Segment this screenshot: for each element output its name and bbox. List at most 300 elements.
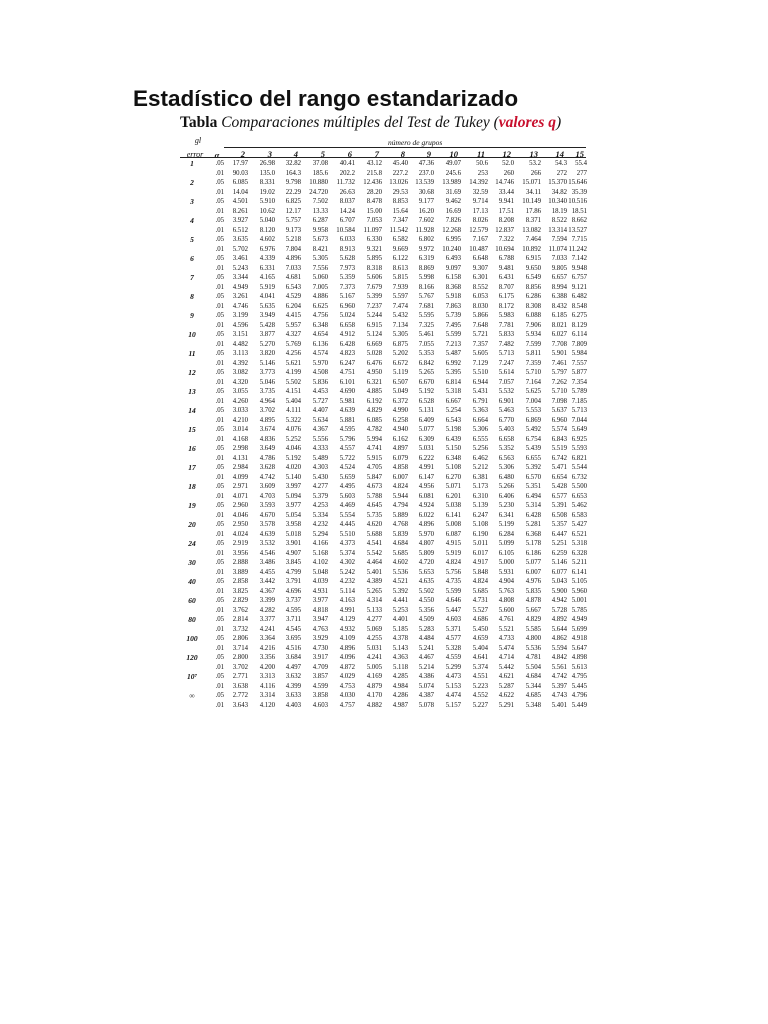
q-value-cell: 3.762 xyxy=(232,606,248,614)
alpha-cell: .05 xyxy=(215,179,224,186)
q-value-cell: 7.033 xyxy=(551,255,567,262)
q-value-cell: 5.848 xyxy=(472,568,488,576)
q-value-cell: 4.733 xyxy=(498,635,514,642)
q-value-cell: 5.613 xyxy=(571,663,587,671)
q-value-cell: 3.461 xyxy=(232,255,248,262)
q-value-cell: 5.785 xyxy=(571,606,587,614)
q-value-cell: 5.173 xyxy=(472,483,488,490)
table-row xyxy=(0,520,768,530)
q-value-cell: 4.879 xyxy=(366,682,382,690)
q-value-cell: 3.702 xyxy=(232,663,248,671)
q-value-cell: 4.392 xyxy=(232,359,248,367)
q-value-cell: 19.02 xyxy=(259,188,275,196)
q-value-cell: 5.185 xyxy=(392,625,408,633)
q-value-cell: 4.333 xyxy=(312,445,328,452)
q-value-cell: 5.637 xyxy=(551,407,567,414)
q-value-cell: 3.486 xyxy=(259,559,275,566)
q-value-cell: 245.6 xyxy=(445,169,461,177)
q-value-cell: 5.713 xyxy=(498,350,514,357)
q-value-cell: 253 xyxy=(477,169,488,177)
q-value-cell: 3.735 xyxy=(259,388,275,395)
alpha-cell: .05 xyxy=(215,217,224,224)
q-value-cell: 4.949 xyxy=(571,616,587,623)
q-value-cell: 4.521 xyxy=(392,578,408,585)
q-value-cell: 6.368 xyxy=(525,530,541,538)
q-value-cell: 2.829 xyxy=(232,597,248,604)
q-value-cell: 4.474 xyxy=(445,692,461,699)
q-value-cell: 4.896 xyxy=(418,521,434,528)
q-value-cell: 6.707 xyxy=(339,217,355,224)
column-header-10: 10 xyxy=(449,149,458,159)
table-row xyxy=(0,397,768,407)
q-value-cell: 31.69 xyxy=(445,188,461,196)
q-value-cell: 4.367 xyxy=(259,587,275,595)
caption-highlight: valores q xyxy=(498,114,557,131)
q-value-cell: 4.407 xyxy=(312,407,328,414)
q-value-cell: 24.720 xyxy=(309,188,328,196)
q-value-cell: 5.256 xyxy=(472,445,488,452)
alpha-cell: .01 xyxy=(215,245,224,253)
q-value-cell: 8.371 xyxy=(525,217,541,224)
q-value-cell: 7.973 xyxy=(339,264,355,272)
alpha-cell: .05 xyxy=(215,312,224,319)
q-value-cell: 5.265 xyxy=(366,587,382,595)
q-value-cell: 10.340 xyxy=(548,198,567,205)
q-value-cell: 4.165 xyxy=(259,274,275,281)
q-value-cell: 4.639 xyxy=(339,407,355,414)
alpha-cell: .01 xyxy=(215,302,224,310)
q-value-cell: 6.960 xyxy=(339,302,355,310)
error-df-cell: 30 xyxy=(188,558,196,567)
q-value-cell: 5.069 xyxy=(366,625,382,633)
q-value-cell: 3.947 xyxy=(312,616,328,623)
q-value-cell: 4.445 xyxy=(339,521,355,528)
q-value-cell: 6.330 xyxy=(366,236,382,243)
q-value-cell: 6.141 xyxy=(571,568,587,576)
error-df-cell: 2 xyxy=(190,178,194,187)
q-value-cell: 12.268 xyxy=(442,226,461,234)
q-value-cell: 17.51 xyxy=(498,207,514,215)
q-value-cell: 6.657 xyxy=(551,274,567,281)
alpha-cell: .01 xyxy=(215,511,224,519)
q-value-cell: 28.20 xyxy=(366,188,382,196)
q-value-cell: 6.992 xyxy=(445,359,461,367)
q-value-cell: 4.386 xyxy=(418,673,434,680)
q-value-cell: 4.151 xyxy=(285,388,301,395)
column-header-6: 6 xyxy=(347,149,352,159)
q-value-cell: 11.928 xyxy=(415,226,434,234)
q-value-cell: 5.392 xyxy=(392,587,408,595)
q-value-cell: 5.625 xyxy=(525,388,541,395)
table-row xyxy=(0,368,768,378)
q-value-cell: 5.471 xyxy=(551,464,567,471)
q-value-cell: 5.306 xyxy=(498,464,514,471)
q-value-cell: 5.998 xyxy=(418,274,434,281)
q-value-cell: 8.913 xyxy=(339,245,355,253)
q-value-cell: 4.277 xyxy=(366,616,382,623)
q-value-cell: 7.164 xyxy=(525,378,541,386)
q-value-cell: 6.309 xyxy=(418,435,434,443)
q-value-cell: 3.113 xyxy=(232,350,248,357)
q-value-cell: 5.667 xyxy=(525,606,541,614)
q-value-cell: 5.146 xyxy=(259,359,275,367)
q-value-cell: 6.190 xyxy=(472,530,488,538)
q-value-cell: 3.033 xyxy=(232,407,248,414)
q-value-cell: 2.858 xyxy=(232,578,248,585)
q-value-cell: 7.357 xyxy=(472,340,488,348)
table-row xyxy=(0,511,768,521)
q-value-cell: 11.242 xyxy=(568,245,587,253)
q-value-cell: 5.835 xyxy=(525,587,541,595)
q-value-cell: 4.621 xyxy=(498,673,514,680)
error-df-cell: 3 xyxy=(190,197,194,206)
q-value-cell: 4.314 xyxy=(366,597,382,604)
column-header-11: 11 xyxy=(476,149,485,159)
q-value-cell: 8.208 xyxy=(498,217,514,224)
q-value-cell: 9.805 xyxy=(551,264,567,272)
error-df-cell: 11 xyxy=(188,349,196,358)
q-value-cell: 4.705 xyxy=(366,464,382,471)
error-df-cell: 19 xyxy=(188,501,196,510)
q-value-cell: 11.542 xyxy=(389,226,408,234)
caption-bold: Tabla xyxy=(180,114,218,131)
q-value-cell: 4.399 xyxy=(285,682,301,690)
q-value-cell: 6.431 xyxy=(498,274,514,281)
q-value-cell: 272 xyxy=(556,169,567,177)
q-value-cell: 5.168 xyxy=(312,549,328,557)
column-header-13: 13 xyxy=(529,149,538,159)
q-value-cell: 4.987 xyxy=(392,701,408,709)
q-value-cell: 6.053 xyxy=(472,293,488,300)
q-value-cell: 11.732 xyxy=(336,179,355,186)
q-value-cell: 10.149 xyxy=(522,198,541,205)
table-row xyxy=(0,482,768,492)
q-value-cell: 6.079 xyxy=(392,454,408,462)
q-value-cell: 277 xyxy=(576,169,587,177)
q-value-cell: 5.727 xyxy=(312,397,328,405)
q-value-cell: 5.593 xyxy=(571,445,587,452)
alpha-cell: .01 xyxy=(215,644,224,652)
q-value-cell: 5.957 xyxy=(285,321,301,329)
q-value-cell: 4.862 xyxy=(551,635,567,642)
gl-label: gl xyxy=(194,136,202,145)
q-value-cell: 5.634 xyxy=(312,416,328,424)
q-value-cell: 5.713 xyxy=(571,407,587,414)
q-value-cell: 5.487 xyxy=(445,350,461,357)
q-value-cell: 32.82 xyxy=(285,160,301,167)
q-value-cell: 4.781 xyxy=(525,654,541,661)
q-value-cell: 4.684 xyxy=(392,540,408,547)
q-value-cell: 4.918 xyxy=(571,635,587,642)
q-value-cell: 4.199 xyxy=(285,369,301,376)
q-value-cell: 6.247 xyxy=(472,511,488,519)
q-value-cell: 5.124 xyxy=(366,331,382,338)
q-value-cell: 5.536 xyxy=(525,644,541,652)
q-value-cell: 6.185 xyxy=(551,312,567,319)
alpha-cell: .01 xyxy=(215,359,224,367)
q-value-cell: 3.845 xyxy=(285,559,301,566)
q-value-cell: 8.421 xyxy=(312,245,328,253)
q-value-cell: 7.134 xyxy=(392,321,408,329)
q-value-cell: 3.082 xyxy=(232,369,248,376)
q-value-cell: 6.259 xyxy=(551,549,567,557)
q-value-cell: 5.877 xyxy=(571,369,587,376)
q-value-cell: 6.105 xyxy=(498,549,514,557)
q-value-cell: 7.906 xyxy=(525,321,541,329)
q-value-cell: 4.782 xyxy=(366,426,382,433)
q-value-cell: 7.708 xyxy=(551,340,567,348)
q-value-cell: 3.442 xyxy=(259,578,275,585)
q-value-cell: 4.020 xyxy=(285,464,301,471)
q-value-cell: 50.6 xyxy=(476,160,488,167)
q-value-cell: 215.8 xyxy=(366,169,382,177)
q-value-cell: 6.301 xyxy=(472,274,488,281)
q-value-cell: 5.008 xyxy=(445,521,461,528)
q-value-cell: 4.574 xyxy=(312,350,328,357)
q-value-cell: 4.796 xyxy=(571,692,587,699)
q-value-cell: 5.994 xyxy=(366,435,382,443)
q-value-cell: 5.031 xyxy=(366,644,382,652)
q-value-cell: 15.370 xyxy=(548,179,567,186)
q-value-cell: 7.359 xyxy=(525,359,541,367)
q-value-cell: 5.585 xyxy=(525,625,541,633)
q-value-cell: 7.057 xyxy=(498,378,514,386)
q-value-cell: 4.529 xyxy=(285,293,301,300)
q-value-cell: 35.39 xyxy=(571,188,587,196)
q-value-cell: 7.347 xyxy=(392,217,408,224)
q-value-cell: 6.081 xyxy=(418,492,434,500)
q-value-cell: 6.667 xyxy=(445,397,461,405)
q-value-cell: 7.863 xyxy=(445,302,461,310)
q-value-cell: 6.136 xyxy=(312,340,328,348)
alpha-cell: .05 xyxy=(215,274,224,281)
q-value-cell: 5.401 xyxy=(551,701,567,709)
q-value-cell: 6.286 xyxy=(525,293,541,300)
q-value-cell: 3.714 xyxy=(232,644,248,652)
q-value-cell: 4.071 xyxy=(232,492,248,500)
q-value-cell: 5.910 xyxy=(259,198,275,205)
q-value-cell: 4.482 xyxy=(232,340,248,348)
q-value-cell: 6.648 xyxy=(472,255,488,262)
q-value-cell: 6.655 xyxy=(525,454,541,462)
q-value-cell: 5.934 xyxy=(525,331,541,338)
q-value-cell: 4.285 xyxy=(392,673,408,680)
q-value-cell: 6.287 xyxy=(312,217,328,224)
table-row xyxy=(0,159,768,169)
error-df-cell: 8 xyxy=(190,292,194,301)
q-value-cell: 4.116 xyxy=(259,682,275,690)
q-value-cell: 13.539 xyxy=(415,179,434,186)
q-value-cell: 5.510 xyxy=(339,530,355,538)
q-value-cell: 3.711 xyxy=(285,616,301,623)
header-rule xyxy=(180,157,586,158)
table-row xyxy=(0,216,768,226)
error-df-cell: 100 xyxy=(186,634,198,643)
q-value-cell: 4.024 xyxy=(232,530,248,538)
q-value-cell: 4.915 xyxy=(445,540,461,547)
q-value-cell: 4.842 xyxy=(551,654,567,661)
q-value-cell: 5.735 xyxy=(366,511,382,519)
q-value-cell: 7.648 xyxy=(472,321,488,329)
q-value-cell: 4.232 xyxy=(339,578,355,585)
q-value-cell: 6.310 xyxy=(472,492,488,500)
q-value-cell: 5.702 xyxy=(232,245,248,253)
q-value-cell: 4.795 xyxy=(571,673,587,680)
q-value-cell: 13.989 xyxy=(442,179,461,186)
q-value-cell: 5.836 xyxy=(312,378,328,386)
q-value-cell: 7.098 xyxy=(551,397,567,405)
q-value-cell: 6.802 xyxy=(418,236,434,243)
alpha-cell: .05 xyxy=(215,160,224,167)
q-value-cell: 3.956 xyxy=(232,549,248,557)
q-value-cell: 5.981 xyxy=(339,397,355,405)
q-value-cell: 6.158 xyxy=(445,274,461,281)
q-value-cell: 5.314 xyxy=(525,502,541,509)
q-value-cell: 4.473 xyxy=(445,673,461,680)
table-row xyxy=(0,463,768,473)
q-value-cell: 13.082 xyxy=(522,226,541,234)
column-header-9: 9 xyxy=(426,149,431,159)
q-value-cell: 14.392 xyxy=(469,179,488,186)
q-value-cell: 5.600 xyxy=(498,606,514,614)
q-value-cell: 4.731 xyxy=(472,597,488,604)
q-value-cell: 6.247 xyxy=(339,359,355,367)
q-value-cell: 5.445 xyxy=(571,682,587,690)
q-value-cell: 9.307 xyxy=(472,264,488,272)
q-value-cell: 3.344 xyxy=(232,274,248,281)
q-value-cell: 5.447 xyxy=(445,606,461,614)
q-value-cell: 5.150 xyxy=(445,445,461,452)
q-value-cell: 4.260 xyxy=(232,397,248,405)
q-value-cell: 5.074 xyxy=(418,682,434,690)
q-value-cell: 7.482 xyxy=(498,340,514,348)
q-value-cell: 4.030 xyxy=(339,692,355,699)
q-value-cell: 4.897 xyxy=(392,445,408,452)
q-value-cell: 3.737 xyxy=(285,597,301,604)
error-df-cell: ∞ xyxy=(189,691,195,700)
q-value-cell: 4.735 xyxy=(445,578,461,585)
q-value-cell: 4.786 xyxy=(259,454,275,462)
alpha-cell: .01 xyxy=(215,321,224,329)
q-value-cell: 3.858 xyxy=(312,692,328,699)
q-value-cell: 6.658 xyxy=(498,435,514,443)
q-value-cell: 5.442 xyxy=(498,663,514,671)
alpha-cell: .05 xyxy=(215,692,224,699)
q-value-cell: 4.818 xyxy=(312,606,328,614)
q-value-cell: 5.198 xyxy=(445,426,461,433)
error-df-cell: 17 xyxy=(188,463,196,472)
q-value-cell: 2.971 xyxy=(232,483,248,490)
q-value-cell: 14.04 xyxy=(232,188,248,196)
q-value-cell: 3.732 xyxy=(232,625,248,633)
table-row xyxy=(0,169,768,179)
q-value-cell: 10.892 xyxy=(522,245,541,253)
q-value-cell: 7.247 xyxy=(498,359,514,367)
q-value-cell: 4.497 xyxy=(285,663,301,671)
q-value-cell: 22.29 xyxy=(285,188,301,196)
q-value-cell: 4.659 xyxy=(472,635,488,642)
q-value-cell: 16.69 xyxy=(445,207,461,215)
error-df-cell: 13 xyxy=(188,387,196,396)
q-value-cell: 4.484 xyxy=(418,635,434,642)
q-value-cell: 6.476 xyxy=(366,359,382,367)
q-value-cell: 7.939 xyxy=(392,283,408,291)
q-value-cell: 14.24 xyxy=(339,207,355,215)
column-header-5: 5 xyxy=(320,149,325,159)
q-value-cell: 5.105 xyxy=(571,578,587,585)
error-df-cell: 40 xyxy=(188,577,196,586)
q-value-cell: 4.339 xyxy=(259,255,275,262)
q-value-cell: 4.415 xyxy=(285,312,301,319)
q-value-cell: 7.004 xyxy=(525,397,541,405)
q-value-cell: 4.508 xyxy=(312,369,328,376)
column-header-7: 7 xyxy=(374,149,379,159)
q-value-cell: 5.294 xyxy=(312,530,328,538)
table-row xyxy=(0,349,768,359)
q-value-cell: 5.328 xyxy=(445,644,461,652)
q-value-cell: 5.048 xyxy=(312,568,328,576)
q-value-cell: 4.282 xyxy=(259,606,275,614)
q-value-cell: 5.287 xyxy=(498,682,514,690)
q-value-cell: 6.664 xyxy=(472,416,488,424)
q-value-cell: 4.646 xyxy=(445,597,461,604)
q-value-cell: 4.595 xyxy=(339,426,355,433)
q-value-cell: 7.679 xyxy=(366,283,382,291)
q-value-cell: 5.502 xyxy=(418,587,434,595)
q-value-cell: 4.129 xyxy=(339,616,355,623)
q-value-cell: 6.275 xyxy=(571,312,587,319)
alpha-cell: .05 xyxy=(215,464,224,471)
q-value-cell: 3.356 xyxy=(259,654,275,661)
q-value-cell: 5.060 xyxy=(312,274,328,281)
q-value-cell: 5.881 xyxy=(339,416,355,424)
q-value-cell: 5.251 xyxy=(551,540,567,547)
q-value-cell: 4.524 xyxy=(339,464,355,471)
q-value-cell: 33.44 xyxy=(498,188,514,196)
q-value-cell: 6.754 xyxy=(525,435,541,443)
q-value-cell: 5.242 xyxy=(339,568,355,576)
q-value-cell: 8.318 xyxy=(366,264,382,272)
alpha-cell: .05 xyxy=(215,654,224,661)
q-value-cell: 3.977 xyxy=(312,597,328,604)
q-value-cell: 5.391 xyxy=(551,502,567,509)
error-df-cell: 18 xyxy=(188,482,196,491)
q-value-cell: 4.829 xyxy=(525,616,541,623)
q-value-cell: 8.707 xyxy=(498,283,514,291)
q-value-cell: 32.59 xyxy=(472,188,488,196)
q-value-cell: 9.177 xyxy=(418,198,434,205)
table-caption xyxy=(180,114,561,132)
q-value-cell: 8.856 xyxy=(525,283,541,291)
q-value-cell: 4.550 xyxy=(418,597,434,604)
page-title: Estadístico del rango estandarizado xyxy=(133,86,519,111)
q-value-cell: 10.516 xyxy=(568,198,587,205)
q-value-cell: 10.62 xyxy=(259,207,275,215)
q-value-cell: 4.595 xyxy=(285,606,301,614)
q-value-cell: 5.970 xyxy=(418,530,434,538)
q-value-cell: 5.108 xyxy=(472,521,488,528)
q-value-cell: 4.378 xyxy=(392,635,408,642)
q-value-cell: 26.98 xyxy=(259,160,275,167)
q-value-cell: 4.686 xyxy=(472,616,488,623)
alpha-cell: .01 xyxy=(215,568,224,576)
q-value-cell: 4.099 xyxy=(232,473,248,481)
q-value-cell: 5.521 xyxy=(498,625,514,633)
q-value-cell: 4.836 xyxy=(259,435,275,443)
q-value-cell: 4.800 xyxy=(525,635,541,642)
q-value-cell: 4.256 xyxy=(285,350,301,357)
q-value-cell: 6.757 xyxy=(571,274,587,281)
